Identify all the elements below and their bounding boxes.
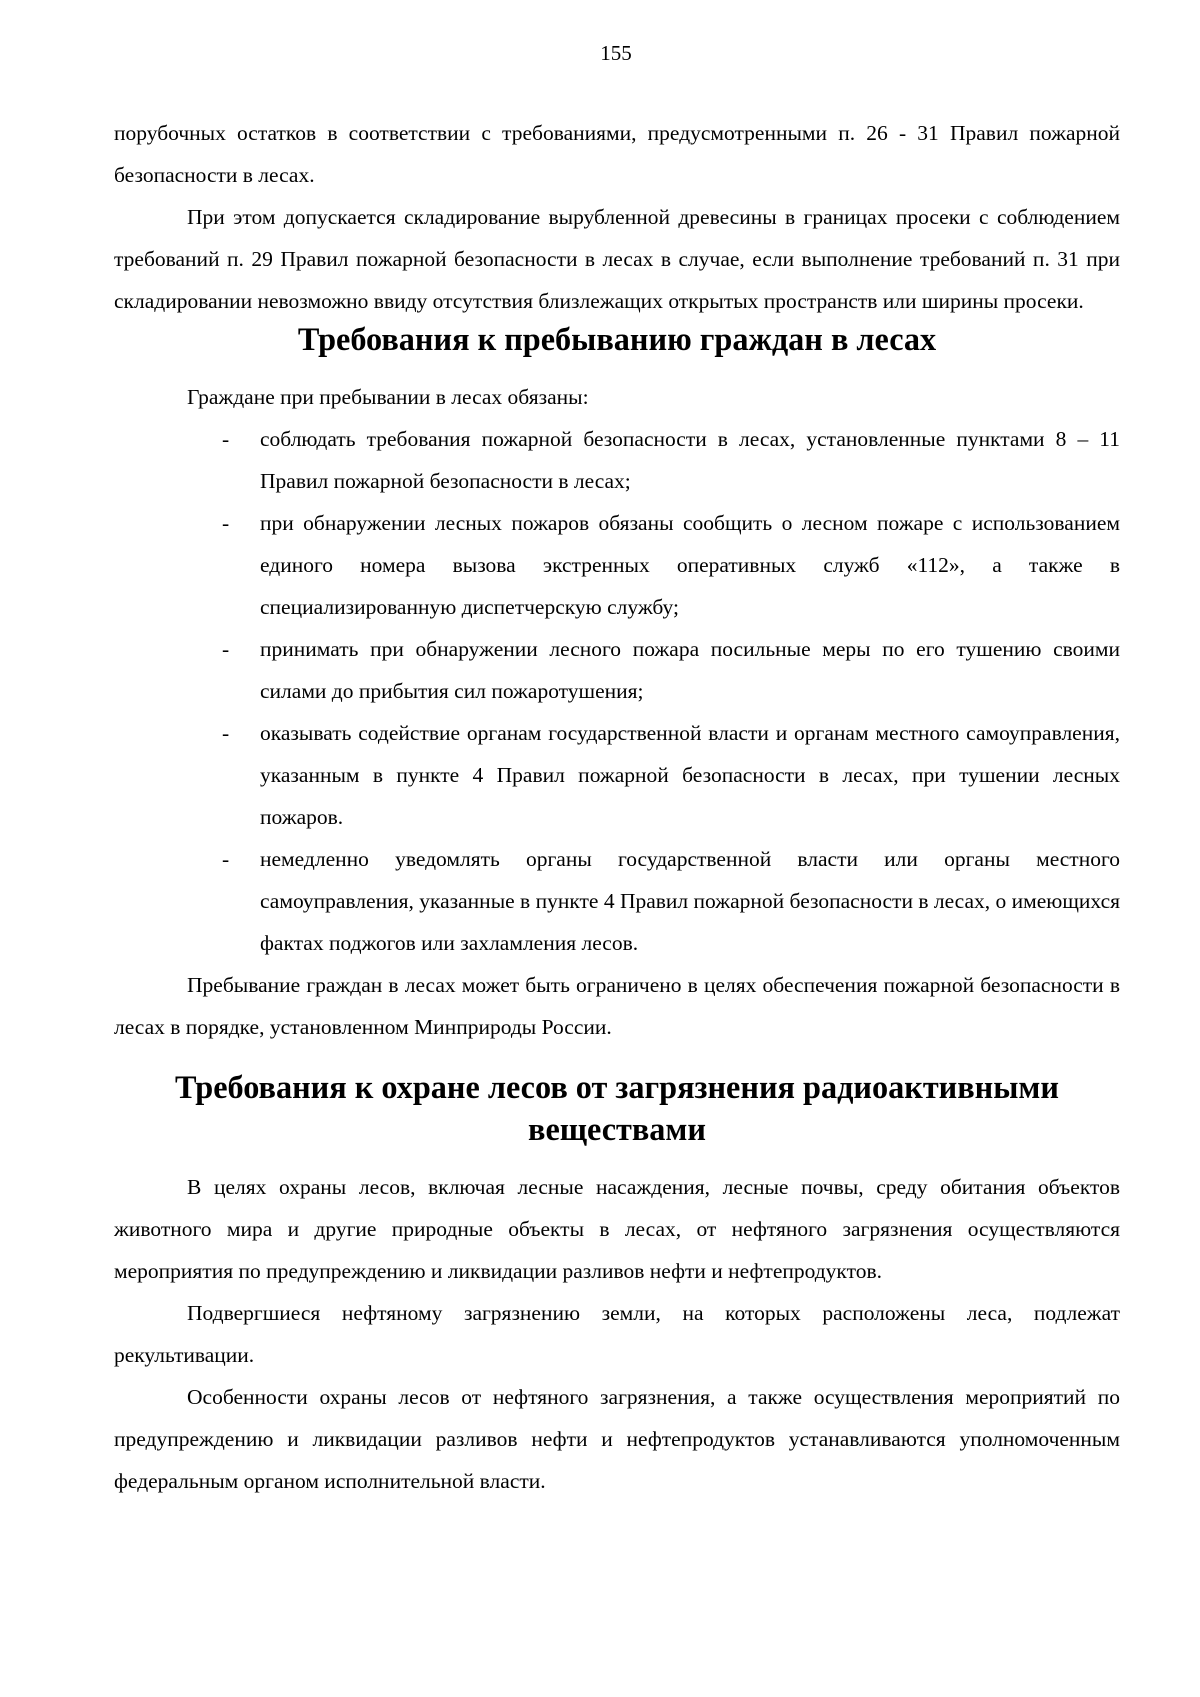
list-item-text: принимать при обнаружении лесного пожара посильные меры по его тушению своими силами до прибытия сил пожаротушения; (260, 637, 1120, 703)
paragraph-storage-exception: При этом допускается складирование вырубленной древесины в границах просеки с соблюдением требований п. 29 Правил пожарной безопасности в лесах в случае, если выполнение требований п. 31 при складировании невозможно ввиду отсутствия близлежащих открытых пространств или ширины просеки. (114, 205, 1120, 313)
page-number: 155 (600, 41, 632, 65)
paragraph-citizens-restriction: Пребывание граждан в лесах может быть ограничено в целях обеспечения пожарной безопасности в лесах в порядке, установленном Минприроды России. (114, 973, 1120, 1039)
list-item (114, 628, 1120, 712)
document-body (114, 112, 1120, 1502)
paragraph-oil-authority: Особенности охраны лесов от нефтяного загрязнения, а также осуществления мероприятий по предупреждению и ликвидации разливов нефти и нефтепродуктов устанавливаются уполномоченным федеральным органом исполнительной власти. (114, 1385, 1120, 1493)
obligations-list (114, 418, 1120, 964)
paragraph-citizens-lead: Граждане при пребывании в лесах обязаны: (187, 385, 589, 409)
paragraph-oil-measures: В целях охраны лесов, включая лесные насаждения, лесные почвы, среду обитания объектов животного мира и другие природные объекты в лесах, от нефтяного загрязнения осуществляются мероприятия по предупреждению и ликвидации разливов нефти и нефтепродуктов. (114, 1175, 1120, 1283)
list-item-text: немедленно уведомлять органы государственной власти или органы местного самоуправления, указанные в пункте 4 Правил пожарной безопасности в лесах, о имеющихся фактах поджогов или захламления лесов. (260, 847, 1120, 955)
list-item-text: соблюдать требования пожарной безопасности в лесах, установленные пунктами 8 – 11 Правил пожарной безопасности в лесах; (260, 427, 1120, 493)
list-marker: - (222, 511, 230, 535)
paragraph-continuation: порубочных остатков в соответствии с требованиями, предусмотренными п. 26 - 31 Правил пожарной безопасности в лесах. (114, 121, 1120, 187)
list-marker: - (222, 721, 230, 745)
list-marker: - (222, 427, 230, 451)
list-marker: - (222, 847, 230, 871)
list-item (114, 838, 1120, 964)
list-item (114, 502, 1120, 628)
list-marker: - (222, 637, 230, 661)
list-item-text: оказывать содействие органам государственной власти и органам местного самоуправления, указанным в пункте 4 Правил пожарной безопасности в лесах, при тушении лесных пожаров. (260, 721, 1120, 829)
list-item (114, 712, 1120, 838)
section-heading-pollution: Требования к охране лесов от загрязнения радиоактивными веществами (175, 1069, 1059, 1147)
paragraph-oil-recultivation: Подвергшиеся нефтяному загрязнению земли, на которых расположены леса, подлежат рекультивации. (114, 1301, 1120, 1367)
list-item (114, 418, 1120, 502)
section-heading-citizens: Требования к пребыванию граждан в лесах (297, 321, 937, 357)
list-item-text: при обнаружении лесных пожаров обязаны сообщить о лесном пожаре с использованием единого номера вызова экстренных оперативных служб «112», а также в специализированную диспетчерскую службу; (260, 511, 1120, 619)
